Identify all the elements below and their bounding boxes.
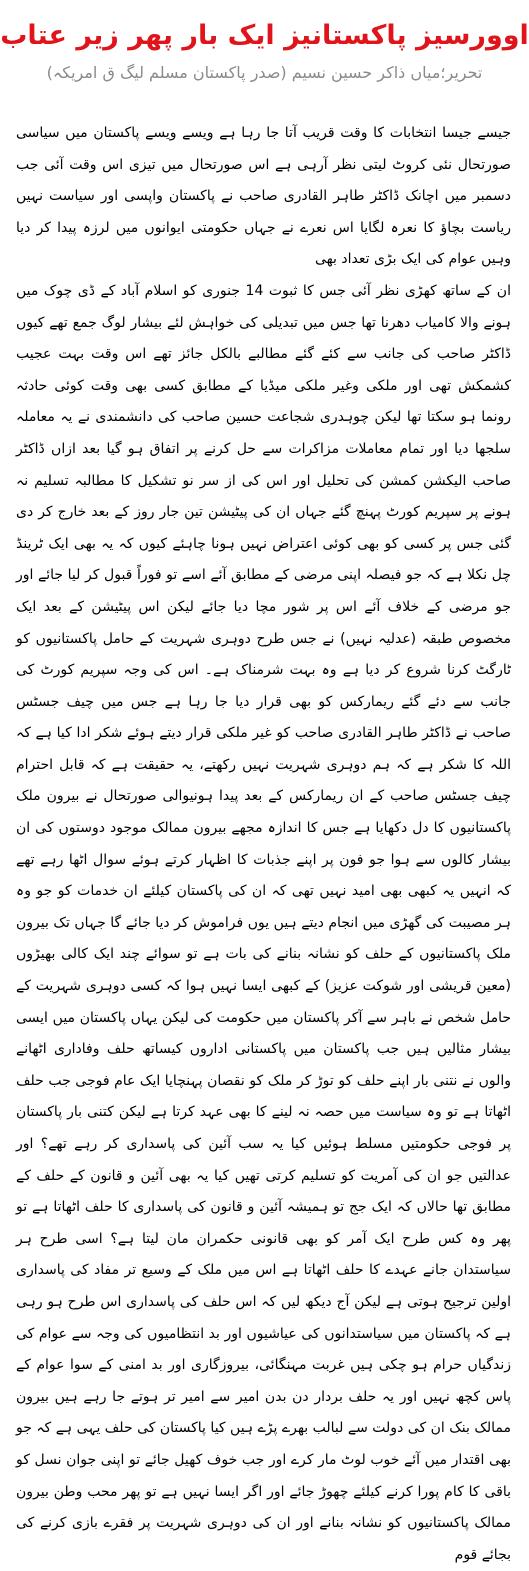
article-paragraph-1: جیسے جیسا انتخابات کا وقت قریب آتا جا رہا ہے ویسے ویسے پاکستان میں سیاسی صورتحال نئی کروٹ لیتی نظر آرہی ہے اس صورتحال میں تیزی اس وقت آئی جب دسمبر میں اچانک ڈاکٹر طاہر القادری صاحب نے پاکستان واپسی اور سیاست نہیں ریاست بچاؤ کا نعرہ لگایا اس نعرے نے جہاں حکومتی ایوانوں میں لرزہ پیدا کر دیا وہیں عوام کی ایک بڑی تعداد بھی xyxy=(16,125,511,268)
article-title: اوورسیز پاکستانیز ایک بار پھر زیر عتاب xyxy=(0,20,529,51)
article-paragraph-2: ان کے ساتھ کھڑی نظر آئی جس کا ثبوت 14 جنوری کو اسلام آباد کے ڈی چوک میں ہونے والا کامیاب دھرنا تھا جس میں تبدیلی کی خواہش لئے بیشار لوگ جمع تھے کیوں ڈاکٹر صاحب کی جانب سے کئے گئے مطالبے بالکل جائز تھے اس وقت بہت عجیب کشمکش تھی اور ملکی وغیر ملکی میڈیا کے مطابق کسی بھی وقت کوئی حادثہ رونما ہو سکتا تھا لیکن چوہدری شجاعت حسین صاحب کی دانشمندی نے یہ معاملہ سلجھا دیا اور تمام معاملات مزاکرات سے حل کرنے پر اتفاق ہو گیا بعد ازاں ڈاکٹر صاحب الیکشن کمشن کی تحلیل اور اس کی از سر نو تشکیل کا مطالبہ تسلیم نہ ہونے پر سپریم کورٹ پہنچ گئے جہاں ان کی پیٹیشن تین جار روز کے بعد خارج کر دی گئی جس پر کسی کو بھی کوئی اعتراض نہیں ہونا چاہئے کیوں کہ یہ بھی ایک ٹرینڈ چل نکلا ہے کہ جو فیصلہ اپنی مرضی کے مطابق آئے اسے تو فوراً قبول کر لیا جائے اور جو مرضی کے خلاف آئے اس پر شور مچا دیا جائے لیکن اس پیٹیشن کے بعد ایک مخصوص طبقہ (عدلیہ نہیں) نے جس طرح دوہری شہریت کے حامل پاکستانیوں کو ٹارگٹ کرنا شروع کر دیا ہے وہ بہت شرمناک ہے۔ اس کی وجہ سپریم کورٹ کی جانب سے دئے گئے ریمارکس کو بھی قرار دیا جا رہا ہے جس میں چیف جسٹس صاحب نے ڈاکٹر طاہر القادری صاحب کو غیر ملکی قرار دیتے ہوئے شکر ادا کیا ہے کہ اللہ کا شکر ہے کہ ہم دوہری شہریت نہیں رکھتے، یہ حقیقت ہے کہ قابل احترام چیف جسٹس صاحب کے ان ریمارکس کے بعد پیدا ہونیوالی صورتحال نے بیرون ملک پاکستانیوں کا دل دکھایا ہے جس کا اندازہ مجھے بیرون ممالک موجود دوستوں کی ان بیشار کالوں سے ہوا جو فون پر اپنے جذبات کا اظہار کرتے ہوئے سوال اٹھا رہے تھے کہ انہیں یہ کبھی بھی امید نہیں تھی کہ ان کی پاکستان کیلئے ان خدمات کو جو وہ ہر مصیبت کی گھڑی میں انجام دیتے ہیں یوں فراموش کر دیا جائے گا جہاں تک بیرون ملک پاکستانیوں کے حلف کو نشانہ بنانے کی بات ہے تو سوائے چند ایک کالی بھیڑوں (معین قریشی اور شوکت عزیز) کے کبھی ایسا نہیں ہوا کہ کسی دوہری شہریت کے حامل شخص نے باہر سے آکر پاکستان میں حکومت کی لیکن یہاں پاکستان میں ایسی بیشار مثالیں ہیں جب پاکستان میں پاکستانی اداروں کیساتھ حلف وفاداری اٹھانے والوں نے نتنی بار اپنے حلف کو توڑ کر ملک کو نقصان پہنچایا ایک عام فوجی جب حلف اٹھاتا ہے تو وہ سیاست میں حصہ نہ لینے کا بھی عہد کرتا ہے لیکن کتنی بار پاکستان پر فوجی حکومتیں مسلط ہوئیں کیا یہ سب آئین کی پاسداری کر رہے تھے؟ اور عدالتیں جو ان کی آمریت کو تسلیم کرتی تھیں کیا یہ بھی آئین و قانون کے حلف کے مطابق تھا حالاں کہ ایک جج تو ہمیشہ آئین و قانون کی پاسداری کا حلف اٹھاتا ہے تو پھر وہ کس طرح ایک آمر کو بھی قانونی حکمران مان لیتا ہے؟ اسی طرح ہر سیاستدان جانے عہدے کا حلف اٹھاتا ہے اس میں ملک کے وسیع تر مفاد کی پاسداری اولین ترجیح ہوتی ہے لیکن آج دیکھ لیں کہ اس حلف کی پاسداری اس طرح ہو رہی ہے کہ پاکستان میں سیاستدانوں کی عیاشیوں اور بد انتظامیوں کی وجہ سے عوام کی زندگیاں حرام ہو چکی ہیں غربت مہنگائی، بیروزگاری اور بد امنی کے سوا عوام کے پاس کچھ نہیں اور یہ حلف بردار دن بدن امیر سے امیر تر ہوتے جا رہے ہیں بیرون ممالک بنک ان کی دولت سے لبالب بھرے پڑے ہیں کیا پاکستان کی حلف یہی ہے کہ جو بھی اقتدار میں آئے خوب لوٹ مار کرے اور جب خوف کھیل جائے تو اپنی جوان نسل کو باقی کا کام پورا کرنے کیلئے چھوڑ جائے اور اگر ایسا نہیں ہے تو پھر محب وطن بیرون ممالک پاکستانیوں کو نشانہ بنانے اور ان کی دوہری شہریت پر فقرے بازی کرنے کی بجائے قوم xyxy=(16,282,512,1563)
article-body xyxy=(16,118,511,1571)
article-byline: تحریر؛میاں ذاکر حسین نسیم (صدر پاکستان مسلم لیگ ق امریکہ) xyxy=(46,63,483,82)
